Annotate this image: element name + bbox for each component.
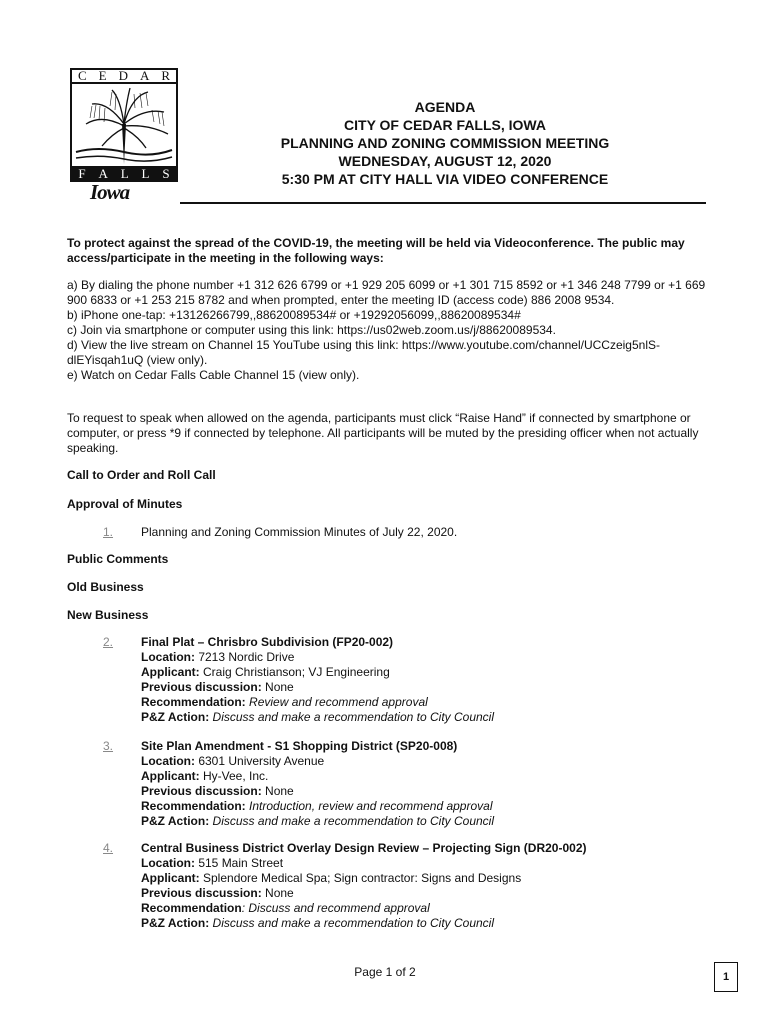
logo-iowa-script: Iowa — [90, 180, 130, 204]
agenda-item — [141, 841, 701, 931]
item-location: Location: 7213 Nordic Drive — [141, 650, 295, 664]
agenda-item — [141, 635, 701, 725]
item-previous: Previous discussion: None — [141, 680, 294, 694]
header-divider — [180, 202, 706, 204]
item-title: Site Plan Amendment - S1 Shopping District (SP20-008) — [141, 739, 458, 753]
item-number: 1. — [103, 525, 114, 539]
item-recommendation: Recommendation: Discuss and recommend approval — [141, 901, 430, 915]
logo-cedar-band — [70, 68, 178, 84]
item-title: Final Plat – Chrisbro Subdivision (FP20-002) — [141, 635, 394, 649]
item-recommendation: Recommendation: Introduction, review and recommend approval — [141, 799, 493, 813]
access-option: e) Watch on Cedar Falls Cable Channel 15 (view only). — [67, 368, 360, 382]
minutes-item-text: Planning and Zoning Commission Minutes of July 22, 2020. — [141, 525, 458, 539]
logo-letter: A — [139, 68, 150, 83]
header-line: 5:30 PM AT CITY HALL VIA VIDEO CONFERENCE — [281, 171, 609, 187]
access-option: b) iPhone one-tap: +13126266799,,88620089534# or +19292056099,,88620089534# — [67, 308, 521, 322]
logo-letter: F — [78, 166, 86, 181]
item-number: 4. — [103, 841, 114, 855]
access-option: a) By dialing the phone number +1 312 626 6799 or +1 929 205 6099 or +1 301 715 8592 or +1 346 248 7799 or +1 669 900 6833 or +1 253 215 8782 and when prompted, enter the meeting ID (access code) 886 2008 9534. — [67, 278, 706, 307]
section-new-business: New Business — [67, 608, 149, 622]
section-public-comments: Public Comments — [67, 552, 169, 566]
header-line: PLANNING AND ZONING COMMISSION MEETING — [280, 135, 610, 151]
logo-letter: L — [120, 166, 129, 181]
section-old-business: Old Business — [67, 580, 144, 594]
header-line: WEDNESDAY, AUGUST 12, 2020 — [338, 153, 552, 169]
page-number-box: 1 — [714, 962, 738, 992]
logo-letter: D — [118, 68, 128, 83]
tree-icon — [72, 84, 176, 166]
section-call-to-order: Call to Order and Roll Call — [67, 468, 216, 482]
logo-letter: R — [161, 68, 170, 83]
covid-notice: To protect against the spread of the COVID-19, the meeting will be held via Videoconference. The public may access/participate in the meeting in the following ways: — [67, 236, 685, 265]
item-applicant: Applicant: Splendore Medical Spa; Sign contractor: Signs and Designs — [141, 871, 522, 885]
item-number: 2. — [103, 635, 114, 649]
item-recommendation: Recommendation: Review and recommend approval — [141, 695, 428, 709]
header-line: AGENDA — [414, 99, 476, 115]
agenda-header — [185, 98, 705, 188]
logo-letter: C — [77, 68, 87, 83]
access-options — [67, 278, 707, 383]
item-action: P&Z Action: Discuss and make a recommendation to City Council — [141, 916, 495, 930]
item-applicant: Applicant: Hy-Vee, Inc. — [141, 769, 269, 783]
logo-letter: E — [98, 68, 107, 83]
item-applicant: Applicant: Craig Christianson; VJ Engineering — [141, 665, 390, 679]
logo-letter: S — [162, 166, 170, 181]
logo-letter: A — [98, 166, 108, 181]
item-previous: Previous discussion: None — [141, 886, 294, 900]
section-approval-minutes: Approval of Minutes — [67, 497, 183, 511]
item-action: P&Z Action: Discuss and make a recommendation to City Council — [141, 814, 495, 828]
item-previous: Previous discussion: None — [141, 784, 294, 798]
page-footer: Page 1 of 2 — [354, 965, 416, 979]
item-title: Central Business District Overlay Design Review – Projecting Sign (DR20-002) — [141, 841, 587, 855]
access-option: d) View the live stream on Channel 15 YouTube using this link: https://www.youtube.com/channel/UCCzeig5nlS-dlEYisqah1uQ (view only). — [67, 338, 660, 367]
header-line: CITY OF CEDAR FALLS, IOWA — [344, 117, 546, 133]
item-number: 3. — [103, 739, 114, 753]
speak-instructions: To request to speak when allowed on the agenda, participants must click “Raise Hand” if connected by smartphone or computer, or press *9 if connected by telephone. All participants will be muted by the presiding officer when not actually speaking. — [67, 411, 699, 455]
item-location: Location: 515 Main Street — [141, 856, 284, 870]
logo-tree-art — [70, 84, 178, 166]
agenda-item — [141, 739, 701, 829]
access-option: c) Join via smartphone or computer using this link: https://us02web.zoom.us/j/88620089534. — [67, 323, 556, 337]
item-location: Location: 6301 University Avenue — [141, 754, 325, 768]
cedar-falls-logo — [70, 68, 180, 204]
logo-letter: L — [141, 166, 150, 181]
item-action: P&Z Action: Discuss and make a recommendation to City Council — [141, 710, 495, 724]
